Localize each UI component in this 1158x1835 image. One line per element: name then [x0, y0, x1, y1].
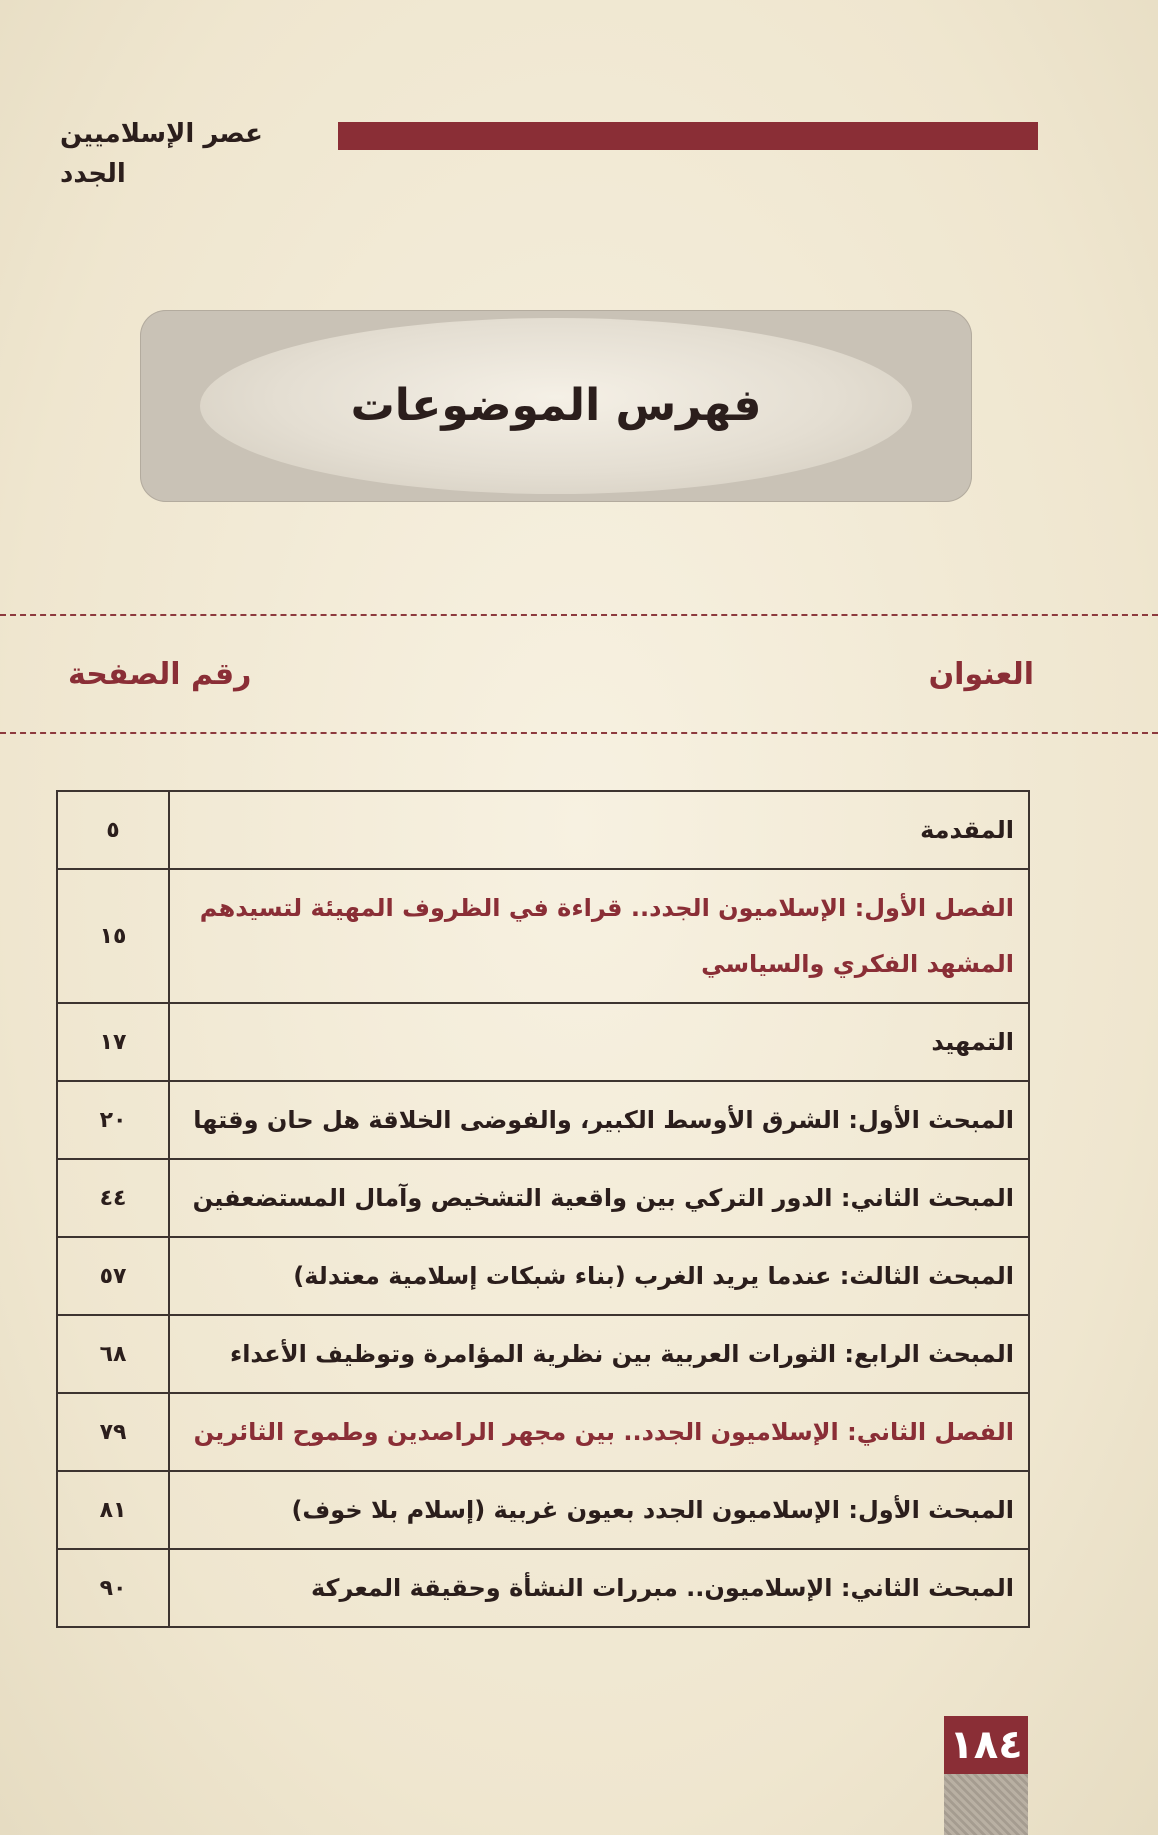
toc-entry-page: ٩٠: [58, 1550, 170, 1626]
toc-table: [56, 790, 1030, 1628]
toc-entry-page: ٤٤: [58, 1160, 170, 1236]
toc-entry-title: المقدمة: [920, 816, 1014, 844]
toc-entry-title: المبحث الثاني: الدور التركي بين واقعية التشخيص وآمال المستضعفين: [192, 1184, 1014, 1212]
toc-entry-page: ٥٧: [58, 1238, 170, 1314]
page-number-tab: [944, 1774, 1028, 1835]
running-head: عصر الإسلاميين الجدد: [60, 119, 263, 189]
toc-entry-title: المبحث الثاني: الإسلاميون.. مبررات النشأة وحقيقة المعركة: [310, 1574, 1014, 1602]
column-header-title: العنوان: [928, 657, 1034, 692]
toc-row: [58, 870, 1028, 1004]
toc-row: [58, 792, 1028, 870]
toc-entry-title: الفصل الأول: الإسلاميون الجدد.. قراءة في الظروف المهيئة لتسيدهم المشهد الفكري والسياسي: [199, 894, 1014, 978]
toc-entry-page: ١٥: [58, 870, 170, 1002]
toc-row: [58, 1004, 1028, 1082]
toc-entry-page: ٨١: [58, 1472, 170, 1548]
toc-row: [58, 1394, 1028, 1472]
toc-entry-title: المبحث الأول: الشرق الأوسط الكبير، والفوضى الخلاقة هل حان وقتها: [193, 1106, 1014, 1134]
toc-entry-page: ١٧: [58, 1004, 170, 1080]
divider-bottom: [0, 732, 1158, 734]
toc-entry-page: ٢٠: [58, 1082, 170, 1158]
toc-entry-page: ٧٩: [58, 1394, 170, 1470]
column-header-page: رقم الصفحة: [68, 657, 252, 692]
toc-row: [58, 1082, 1028, 1160]
title-box: [140, 310, 972, 502]
toc-entry-title: المبحث الرابع: الثورات العربية بين نظرية المؤامرة وتوظيف الأعداء: [229, 1340, 1014, 1368]
header-bar: [338, 122, 1038, 150]
toc-entry-title: الفصل الثاني: الإسلاميون الجدد.. بين مجهر الراصدين وطموح الثائرين: [193, 1418, 1014, 1446]
toc-row: [58, 1160, 1028, 1238]
toc-entry-page: ٦٨: [58, 1316, 170, 1392]
toc-row: [58, 1472, 1028, 1550]
toc-entry-title: المبحث الثالث: عندما يريد الغرب (بناء شبكات إسلامية معتدلة): [293, 1262, 1014, 1290]
divider-top: [0, 614, 1158, 616]
toc-entry-title: التمهيد: [931, 1028, 1014, 1056]
toc-row: [58, 1238, 1028, 1316]
toc-row: [58, 1316, 1028, 1394]
toc-entry-title: المبحث الأول: الإسلاميون الجدد بعيون غربية (إسلام بلا خوف): [291, 1496, 1014, 1524]
toc-row: [58, 1550, 1028, 1626]
toc-entry-page: ٥: [58, 792, 170, 868]
page-title: فهرس الموضوعات: [350, 380, 762, 431]
page-number: ١٨٤: [944, 1716, 1028, 1774]
